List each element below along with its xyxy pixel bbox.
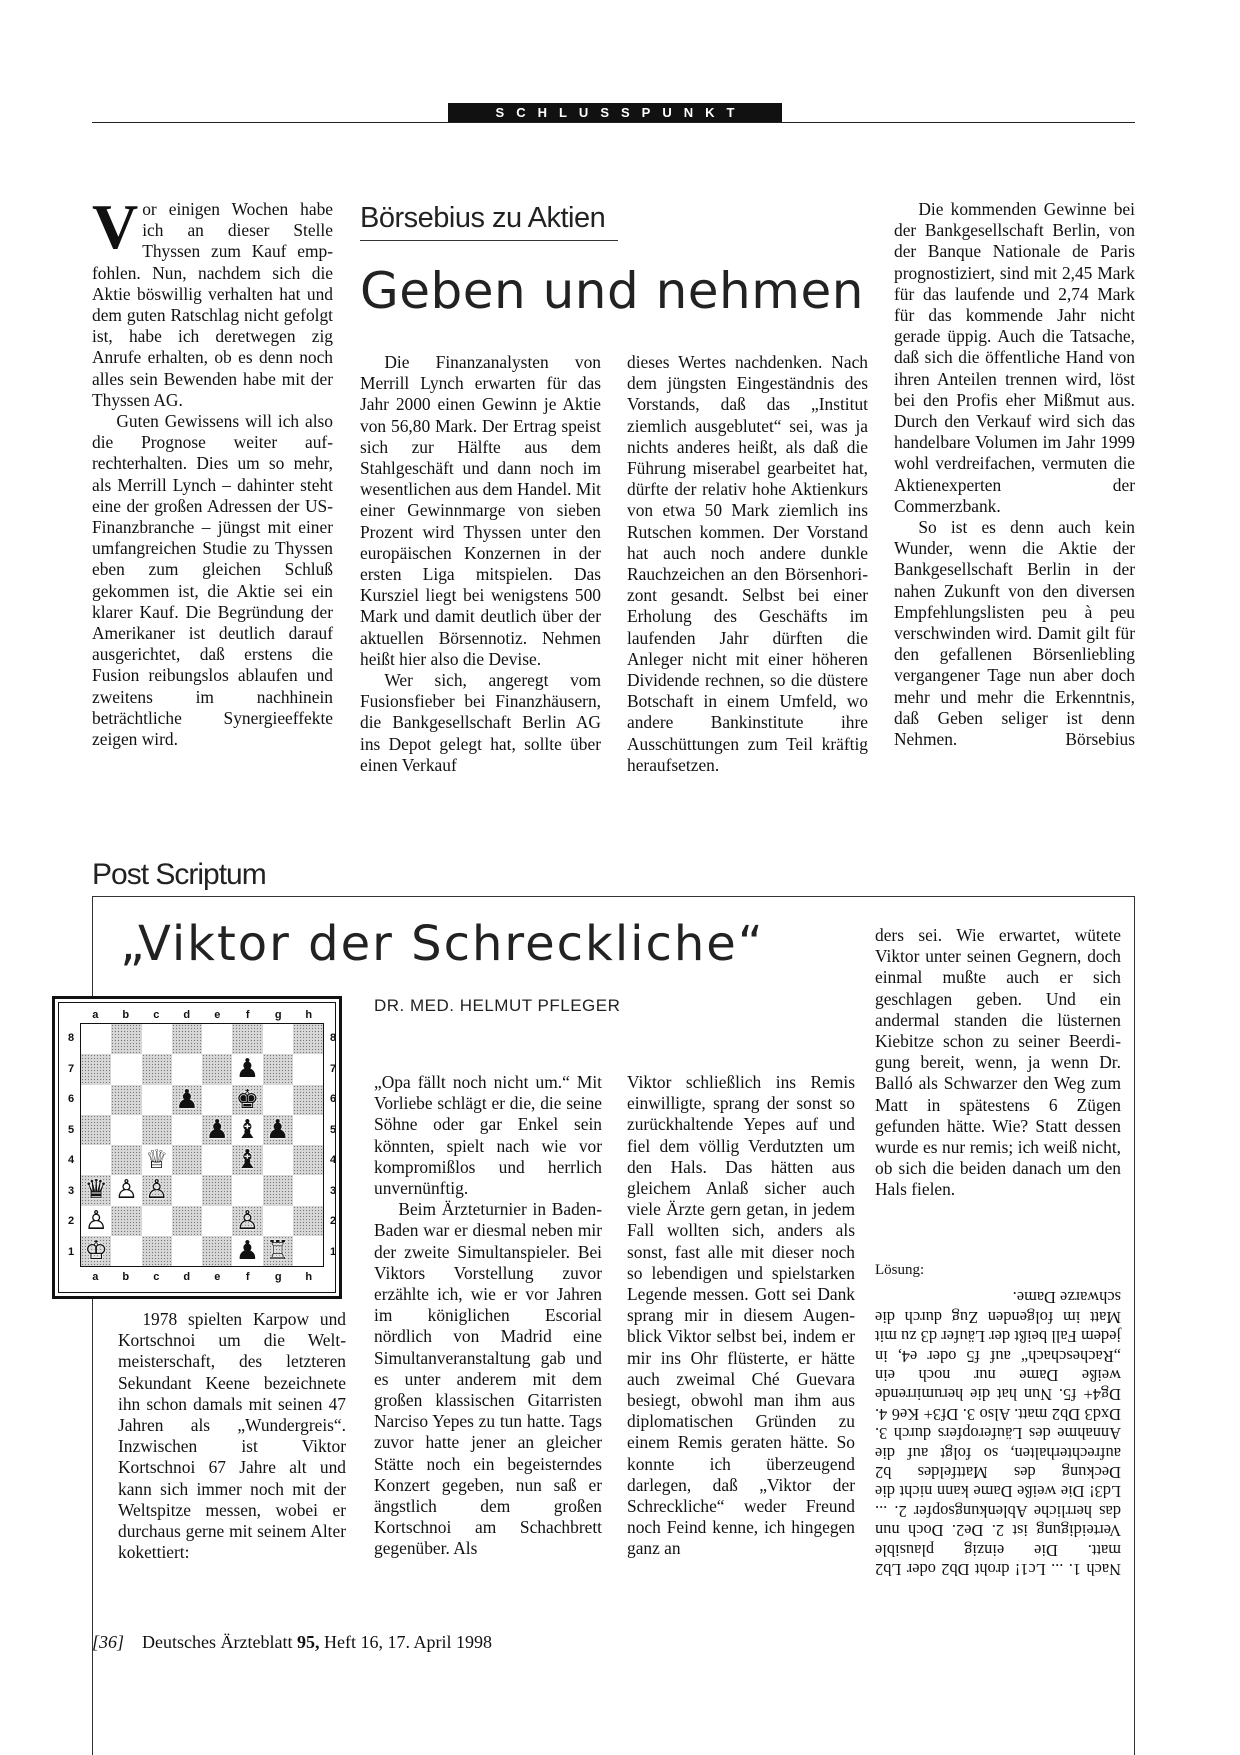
page-number: [36] [92,1632,125,1652]
square-h7 [293,1054,323,1084]
rank-label-6: 6 [68,1093,75,1105]
square-d7 [172,1054,202,1084]
rank-label-1: 1 [68,1245,75,1258]
solution-label: Lösung: [875,1262,925,1278]
square-f4 [232,1145,262,1175]
square-c5 [142,1115,172,1145]
square-a5 [81,1115,111,1145]
file-label-f: f [245,1271,250,1283]
square-h1 [293,1236,323,1266]
square-d1 [172,1236,202,1266]
article1-col4-paragraph-1: Die kommenden Gewinne bei der Bankgesellschaft Berlin, von der Banque Nationale de Paris prognostiziert, sind mit 2,45 Mark für das laufende und 2,74 Mark für das kommende Jahr nicht gerade üppig. Auch die Tatsache, daß sich die öffentliche Hand von ihren Anteilen trennen wird, löst bei den Profis eher Mißmut aus. Durch den Verkauf wird sich das handelbare Volumen im Jahr 1999 wohl verdreifachen, vermuten die Aktienexperten der Commerzbank. [894,199,1135,516]
file-label-g: g [274,1271,282,1283]
white-pawn-icon: ♙ [84,1205,108,1236]
article2-kicker: Post Scriptum [92,858,266,891]
square-f1 [232,1236,262,1266]
square-a1 [81,1236,111,1266]
rank-label-8: 8 [330,1032,337,1044]
chess-board [80,1023,324,1267]
black-pawn-icon: ♟ [175,1084,199,1115]
square-g7 [263,1054,293,1084]
file-label-b: b [122,1271,130,1283]
black-bishop-icon: ♝ [235,1114,260,1145]
square-e8 [202,1024,232,1054]
file-label-d: d [183,1009,191,1021]
square-d4 [172,1145,202,1175]
article2-headline: „Viktor der Schreckliche“ [120,916,765,972]
square-e5 [202,1115,232,1145]
rank-label-5: 5 [68,1123,75,1136]
solution-text-upside-down: Nach 1. ... Lc1! droht Db2 oder Lb2 matt. Die einzig plausible Verteidigung ist 2. De2. Doch nun das herrliche Ablenkungsopfer 2. ... Ld3! Die weiße Dame kann nicht die Deckung des Mattfeldes b2 aufrechterhalten, so folgt auf die Annahme des Läuferopfers durch 3. Dxd3 Db2 matt. Also 3. Df3+ Ke6 4. Dg4+ f5. Nun hat die herumirrende weiße Dame nur noch ein „Racheschach“ auf f5 oder e4, in jedem Fall beißt der Läufer d3 zu mit Matt im folgenden Zug durch die schwarze Dame. [875,1288,1121,1580]
rank-label-5: 5 [330,1123,337,1136]
square-d6 [172,1085,202,1115]
square-a6 [81,1085,111,1115]
article1-column-2 [360,352,601,776]
journal-name: Deutsches Ärzteblatt [142,1632,293,1652]
rank-labels-right [330,1023,336,1267]
square-c3 [142,1175,172,1205]
kicker-rule [360,240,618,241]
journal-volume: 95, [296,1632,320,1652]
article1-col4-paragraph-2: So ist es denn auch kein Wunder, wenn die Aktie der Bankgesellschaft Berlin in der nahen Zukunft von den diversen Empfehlungslisten peu à peu verschwinden wird. Damit gilt für den gefallenen Börsenliebling vergangener Tage nun aber doch mehr und mehr die Erkenntnis, daß Geben seliger ist denn Nehmen. Börsebius [894,517,1135,750]
article1-column-4 [894,199,1135,750]
article1-column-3 [627,352,868,776]
square-f8 [232,1024,262,1054]
white-pawn-icon: ♙ [114,1175,139,1206]
white-pawn-icon: ♙ [144,1175,169,1206]
square-h3 [293,1175,323,1205]
square-h4 [293,1145,323,1175]
square-d5 [172,1115,202,1145]
article2-col1-paragraph-1: 1978 spielten Karpow und Kortschnoi um die Weltmeisterschaft, des letzteren Sekundant Keene bezeichnete ihn schon damals mit seinen 47 Jahren als „Wundergreis“. Inzwischen ist Viktor Kortschnoi 67 Jahre alt und kann sich immer noch mit der Weltspitze messen, wobei er durchaus gerne mit seinem Alter kokettiert: [118,1309,346,1563]
file-label-c: c [153,1271,160,1283]
square-e4 [202,1145,232,1175]
square-d2 [172,1206,202,1236]
square-g2 [263,1206,293,1236]
square-f7 [232,1054,262,1084]
article2-author: DR. MED. HELMUT PFLEGER [374,996,621,1015]
rank-label-3: 3 [68,1184,75,1197]
file-labels-top [80,1009,324,1021]
black-pawn-icon: ♟ [205,1114,229,1145]
file-labels-bottom [80,1271,324,1283]
drop-cap: V [92,191,139,262]
square-c1 [142,1236,172,1266]
rank-label-7: 7 [68,1062,75,1075]
square-e7 [202,1054,232,1084]
file-label-c: c [153,1009,160,1021]
square-a2 [81,1206,111,1236]
rank-label-4: 4 [68,1154,75,1166]
author-signature: Börsebius [1065,729,1135,750]
article2-col4-paragraph-1: ders sei. Wie erwartet, wütete Viktor unter seinen Gegnern, doch einmal mußte auch er sich geschlagen geben. Und ein andermal standen die lüsternen Kiebitze schon zu seiner Beerdigung bereit, wenn, ja wenn Dr. Balló als Schwarzer den Weg zum Matt in spätestens 6 Zügen gefunden hätte. Wie? Statt dessen wurde es nur remis; ich weiß nicht, ob sich die beiden danach um den Hals fielen. [875,925,1121,1200]
rank-label-7: 7 [330,1062,337,1075]
article1-col3-paragraph-1: dieses Wertes nachdenken. Nach dem jüngsten Eingeständnis des Vorstands, daß das „Institut ziemlich ausgeblutet“ sei, was ja nichts anderes heißt, als daß die Führung miserabel gearbeitet hat, dürfte der relativ hohe Aktienkurs von etwa 50 Mark ziemlich ins Rutschen kommen. Der Vorstand hat auch noch andere dunkle Rauchzeichen an den Börsenhorizont gesandt. Selbst bei einer Erholung des Geschäfts im laufenden Jahr dürften die Anleger nicht mit einer höheren Dividende rechnen, so die düstere Botschaft in einem Umfeld, wo andere Bankinstitute ihre Ausschüttungen zum Teil kräftig heraufsetzen. [627,352,868,775]
rank-label-2: 2 [68,1215,75,1227]
square-c7 [142,1054,172,1084]
white-rook-icon: ♖ [265,1235,290,1266]
square-b7 [111,1054,141,1084]
file-label-a: a [92,1271,99,1283]
square-c2 [142,1206,172,1236]
square-b3 [111,1175,141,1205]
rank-label-2: 2 [330,1215,337,1227]
square-g4 [263,1145,293,1175]
page-footer [92,1632,492,1653]
file-label-b: b [122,1009,130,1021]
square-f6 [232,1085,262,1115]
square-e6 [202,1085,232,1115]
square-e3 [202,1175,232,1205]
square-g1 [263,1236,293,1266]
square-b1 [111,1236,141,1266]
rank-label-8: 8 [68,1032,75,1044]
rank-labels-left [68,1023,74,1267]
file-label-h: h [305,1009,313,1021]
square-g5 [263,1115,293,1145]
rank-label-4: 4 [330,1154,337,1166]
file-label-e: e [214,1271,221,1283]
square-b2 [111,1206,141,1236]
black-pawn-icon: ♟ [235,1235,260,1266]
square-e1 [202,1236,232,1266]
black-pawn-icon: ♟ [265,1114,290,1145]
square-h6 [293,1085,323,1115]
square-b5 [111,1115,141,1145]
square-h2 [293,1206,323,1236]
article2-column-2 [374,1072,602,1560]
square-c8 [142,1024,172,1054]
square-a8 [81,1024,111,1054]
black-king-icon: ♚ [235,1084,260,1115]
journal-issue: Heft 16, 17. April 1998 [323,1632,492,1652]
square-h5 [293,1115,323,1145]
section-tag: SCHLUSSPUNKT [448,103,782,123]
file-label-h: h [305,1271,313,1283]
square-b8 [111,1024,141,1054]
article2-column-4 [875,925,1121,1201]
article1-col1-paragraph-2: Guten Gewissens will ich also die Prognose weiter aufrechterhalten. Dies um so mehr, als Merrill Lynch – dahinter steht eine der großen Adressen der US-Finanzbranche – jüngst mit einer umfangreichen Studie zu Thyssen eben zum gleichen Schluß gekommen ist, die Aktie sei ein klarer Kauf. Die Begründung der Amerikaner ist deutlich darauf ausgerichtet, daß erstens die Fusion reibungslos ablaufen und zweitens im nachhinein beträchtliche Synergieeffekte zeigen wird. [92,411,333,750]
square-e2 [202,1206,232,1236]
square-d8 [172,1024,202,1054]
black-bishop-icon: ♝ [235,1145,260,1176]
square-h8 [293,1024,323,1054]
square-c4 [142,1145,172,1175]
rank-label-6: 6 [330,1093,337,1105]
article1-col2-paragraph-1: Die Finanzanalysten von Merrill Lynch erwarten für das Jahr 2000 einen Gewinn je Aktie von 56,80 Mark. Der Ertrag speist sich zur Hälfte aus dem Stahlgeschäft und dann noch im wesentlichen aus dem Handel. Mit einer Gewinnmarge von sieben Prozent wird Thyssen unter den europäischen Konzernen in der ersten Liga mitspielen. Das Kursziel liegt bei wenigstens 500 Mark und damit deutlich über der aktuellen Börsennotiz. Nehmen heißt hier also die Devise. [360,352,601,669]
file-label-e: e [214,1009,221,1021]
rank-label-3: 3 [330,1184,337,1197]
article1-column-1 [92,191,333,750]
article2-column-3 [627,1072,855,1560]
square-g3 [263,1175,293,1205]
header-rule [92,122,1135,123]
article2-col2-paragraph-1: „Opa fällt noch nicht um.“ Mit Vorliebe schlägt er die, die seine Söhne oder gar Enkel sein könnten, spielt nach wie vor kompromißlos und herrlich unvernünftig. [374,1072,602,1199]
file-label-f: f [245,1009,250,1021]
file-label-g: g [274,1009,282,1021]
article2-col3-paragraph-1: Viktor schließlich ins Remis einwilligte, sprang der sonst so zurückhaltende Yepes auf und fiel dem völlig Verdutzten um den Hals. Das hätten aus gleichem Anlaß sicher auch viele Ärzte gern getan, in jedem Fall wollten sich, anders als sonst, fast alle mit dieser noch so lebendigen und spielstarken Legende messen. Gott sei Dank sprang mir in diesem Augenblick Viktor selbst bei, indem er mir ins Ohr flüsterte, er hätte auch zweimal Ché Guevara besiegt, obwohl man ihm aus diplomatischen Gründen zu einem Remis geraten hätte. So konnte ich überzeugend darlegen, daß „Viktor der Schreckliche“ weder Freund noch Feind kenne, ich hingegen ganz an [627,1072,855,1559]
article1-kicker: Börsebius zu Aktien [360,202,606,234]
square-b6 [111,1085,141,1115]
square-c6 [142,1085,172,1115]
rank-label-1: 1 [330,1245,337,1258]
white-queen-icon: ♕ [144,1145,169,1176]
square-a3 [81,1175,111,1205]
black-queen-icon: ♛ [84,1175,108,1206]
square-a7 [81,1054,111,1084]
square-f3 [232,1175,262,1205]
square-f2 [232,1206,262,1236]
article1-col1-paragraph-1: Vor einigen Wochen habe ich an dieser Stelle Thyssen zum Kauf empfohlen. Nun, nachdem sich die Aktie böswillig verhalten hat und dem guten Ratschlag nicht gefolgt ist, habe ich deretwegen zig Anrufe erhalten, ob es denn noch alles sein Bewenden habe mit der Thyssen AG. [92,191,333,410]
file-label-a: a [92,1009,99,1021]
square-f5 [232,1115,262,1145]
white-king-icon: ♔ [84,1235,108,1266]
square-g6 [263,1085,293,1115]
square-b4 [111,1145,141,1175]
square-d3 [172,1175,202,1205]
article1-col2-paragraph-2: Wer sich, angeregt vom Fusionsfieber bei Finanzhäusern, die Bankgesellschaft Berlin AG ins Depot gelegt hat, sollte über einen Verkauf [360,670,601,775]
article1-headline: Geben und nehmen [360,262,864,320]
square-g8 [263,1024,293,1054]
black-pawn-icon: ♟ [235,1054,260,1085]
file-label-d: d [183,1271,191,1283]
white-pawn-icon: ♙ [235,1205,260,1236]
article2-col2-paragraph-2: Beim Ärzteturnier in Baden-Baden war er diesmal neben mir der zweite Simultanspieler. Bei Viktors Vorstellung zuvor erzählte ich, wie er vor Jahren im königlichen Escorial nördlich von Madrid eine Simultanveranstaltung gab und es unter anderem mit dem großen klassischen Gitarristen Narciso Yepes zu tun hatte. Tags zuvor hatte jener an gleicher Stätte noch ein begeisterndes Konzert gegeben, nun saß er ängstlich dem großen Kortschnoi am Schachbrett gegenüber. Als [374,1199,602,1559]
article2-column-1 [118,1309,346,1563]
square-a4 [81,1145,111,1175]
